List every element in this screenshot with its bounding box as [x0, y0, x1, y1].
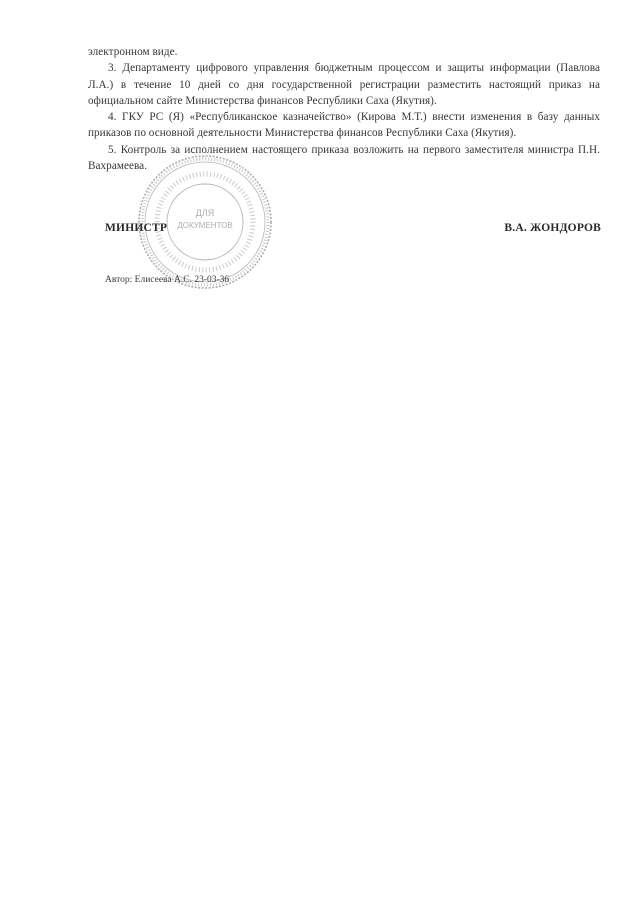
- svg-text:ДОКУМЕНТОВ: ДОКУМЕНТОВ: [177, 221, 233, 230]
- paragraph-item-3: 3. Департаменту цифрового управления бюджетным процессом и защиты информации (Павлова Л.А.) в течение 10 дней со дня государственной регистрации разместить настоящий приказ на официальном сайте Министерства финансов Республики Саха (Якутия).: [88, 62, 600, 107]
- paragraph-item-5: 5. Контроль за исполнением настоящего приказа возложить на первого заместителя министра П.Н. Вахрамеева.: [88, 143, 600, 173]
- author-line: Автор: Елисеева А.С. 23-03-36: [105, 275, 230, 285]
- continuation-line: электронном виде.: [88, 46, 178, 58]
- signatory-title: МИНИСТР: [105, 222, 168, 234]
- svg-text:ДЛЯ: ДЛЯ: [195, 208, 215, 218]
- signatory-name: В.А. ЖОНДОРОВ: [504, 222, 601, 234]
- paragraph-item-4: 4. ГКУ РС (Я) «Республиканское казначейство» (Кирова М.Т.) внести изменения в базу данных приказов по основной деятельности Министерства финансов Республики Саха (Якутия).: [88, 111, 600, 140]
- document-body: [88, 44, 600, 174]
- signature-block: [105, 222, 601, 242]
